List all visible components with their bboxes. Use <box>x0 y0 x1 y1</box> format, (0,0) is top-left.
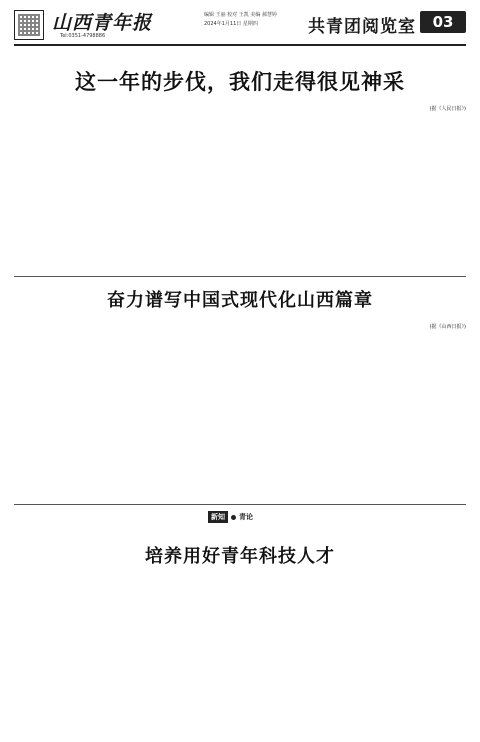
article2-col <box>14 314 98 500</box>
article2-col <box>290 314 374 500</box>
article2-body <box>14 314 466 500</box>
article3-col <box>382 572 466 736</box>
article1-byline: (据《人民日报》) <box>429 106 466 113</box>
date-line: 2024年1月11日 星期四 <box>204 21 258 27</box>
article3-headline: 培养用好青年科技人才 <box>145 546 335 567</box>
article3-body <box>14 572 466 736</box>
qr-code-icon <box>14 10 44 40</box>
section-divider <box>14 504 466 505</box>
column-tag <box>208 510 253 524</box>
masthead-rule <box>14 44 466 46</box>
column-tag-box: 新知 <box>208 511 228 523</box>
article2-col <box>198 314 282 500</box>
paper-name: 山西青年报 <box>52 12 153 34</box>
article3-col <box>14 572 98 736</box>
article2-col <box>106 314 190 500</box>
dot-icon <box>231 515 236 520</box>
article1-headline: 这一年的步伐，我们走得很见神采 <box>75 70 405 94</box>
article1-col <box>14 96 98 266</box>
article1-col <box>290 96 374 266</box>
column-tag-text: 青论 <box>239 513 253 521</box>
article1-body <box>14 96 466 266</box>
section-title: 共青团阅览室 <box>308 17 416 37</box>
article2-headline: 奋力谱写中国式现代化山西篇章 <box>107 290 373 311</box>
article1-col <box>382 96 466 266</box>
edition-meta <box>204 11 277 29</box>
paper-contact: Tel:0351-4798886 <box>60 33 106 39</box>
article3-col <box>290 572 374 736</box>
article2-col <box>382 314 466 500</box>
article2-byline: (据《山西日报》) <box>429 324 466 331</box>
article1-col <box>106 96 190 266</box>
article3-col <box>106 572 190 736</box>
article1-col <box>198 96 282 266</box>
masthead <box>14 6 466 44</box>
article3-col <box>198 572 282 736</box>
editor-line: 编辑 王丽 校对 王凯 美编 郝慧婷 <box>204 12 277 18</box>
page-number: 03 <box>420 11 466 33</box>
section-divider <box>14 276 466 277</box>
